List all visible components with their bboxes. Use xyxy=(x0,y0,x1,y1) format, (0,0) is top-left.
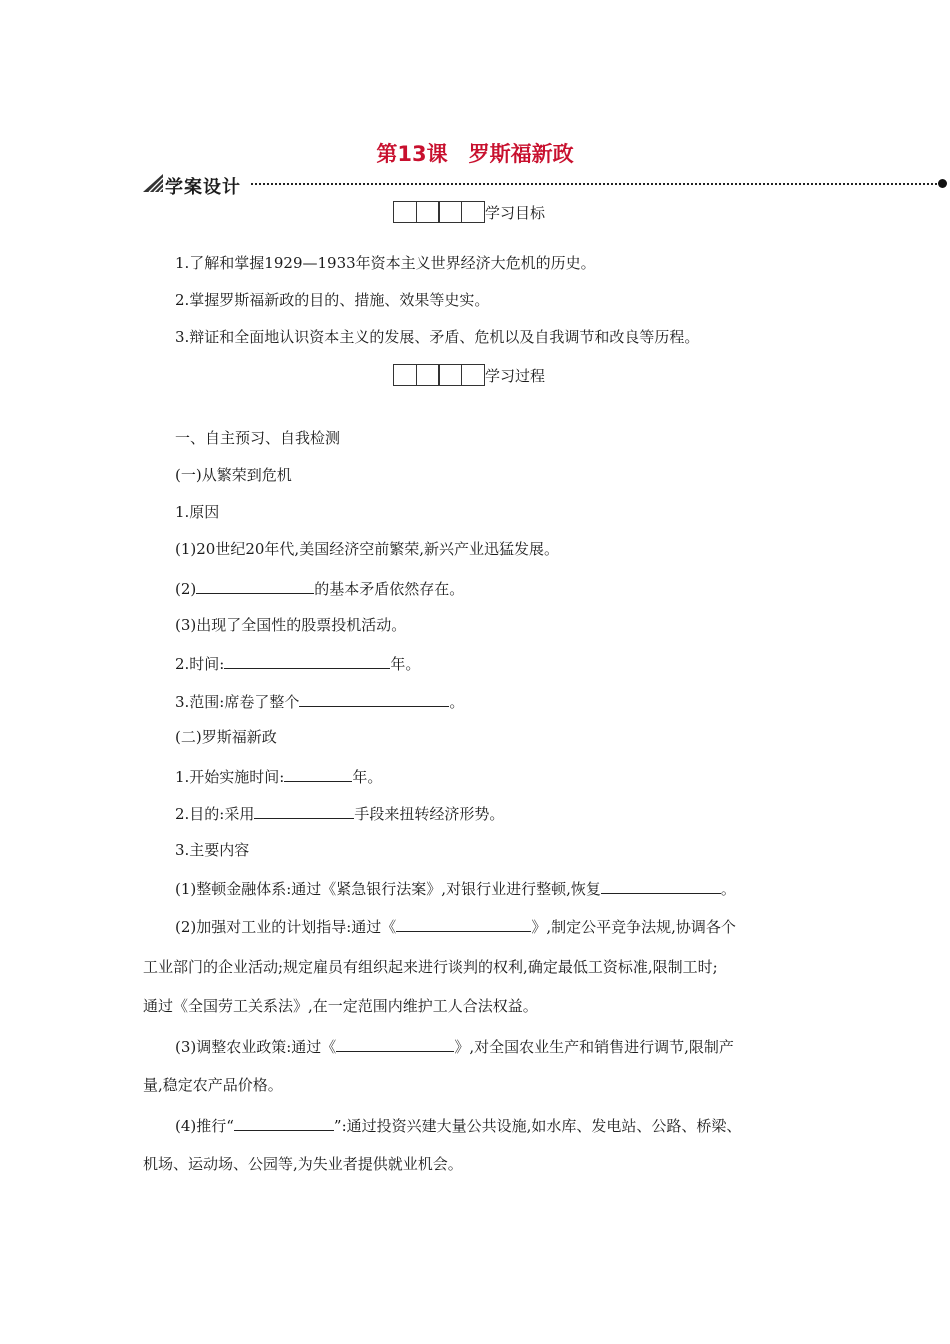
lesson-title: 第13课 罗斯福新政 xyxy=(376,142,574,166)
section-label: 学习过程 xyxy=(485,367,546,385)
sub-heading: (一)从繁荣到危机 xyxy=(175,466,292,484)
section-banner xyxy=(143,173,948,198)
content-continuation: 工业部门的企业活动;规定雇员有组织起来进行谈判的权利,确定最低工资标准,限制工时; xyxy=(143,958,718,976)
text: 的基本矛盾依然存在。 xyxy=(314,580,465,598)
time-item xyxy=(175,652,420,674)
sub-heading: (二)罗斯福新政 xyxy=(175,728,277,746)
text: ”:通过投资兴建大量公共设施,如水库、发电站、公路、桥梁、 xyxy=(333,1117,742,1135)
text: (2) xyxy=(175,580,197,598)
fill-blank[interactable] xyxy=(224,652,390,669)
fill-blank[interactable] xyxy=(196,577,314,594)
text: 手段来扭转经济形势。 xyxy=(354,805,505,823)
cause-item xyxy=(175,577,464,599)
heading-boxes xyxy=(393,201,483,223)
content-continuation: 量,稳定农产品价格。 xyxy=(143,1076,283,1094)
part-heading: 一、自主预习、自我检测 xyxy=(175,429,341,447)
objective-item: 1.了解和掌握1929—1933年资本主义世界经济大危机的历史。 xyxy=(175,254,596,272)
content-item xyxy=(175,877,736,899)
text: 》,制定公平竞争法规,协调各个 xyxy=(531,918,736,936)
fill-blank[interactable] xyxy=(234,1114,334,1131)
text: (1)整顿金融体系:通过《紧急银行法案》,对银行业进行整顿,恢复 xyxy=(175,880,601,898)
section-heading-objectives xyxy=(393,201,545,223)
content-continuation: 通过《全国劳工关系法》,在一定范围内维护工人合法权益。 xyxy=(143,997,538,1015)
heading-boxes xyxy=(393,364,483,386)
item-heading: 1.原因 xyxy=(175,503,220,521)
scope-item xyxy=(175,690,464,712)
objective-item: 2.掌握罗斯福新政的目的、措施、效果等史实。 xyxy=(175,291,490,309)
fill-blank[interactable] xyxy=(284,765,352,782)
content-item xyxy=(175,915,736,937)
text: 年。 xyxy=(390,655,421,673)
fill-blank[interactable] xyxy=(254,802,354,819)
content-continuation: 机场、运动场、公园等,为失业者提供就业机会。 xyxy=(143,1155,463,1173)
text: 2.时间: xyxy=(175,655,225,673)
text: 》,对全国农业生产和销售进行调节,限制产 xyxy=(454,1038,734,1056)
cause-item: (1)20世纪20年代,美国经济空前繁荣,新兴产业迅猛发展。 xyxy=(175,540,559,558)
fill-blank[interactable] xyxy=(336,1035,454,1052)
banner-label: 学案设计 xyxy=(165,177,241,198)
fill-blank[interactable] xyxy=(601,877,721,894)
text: 。 xyxy=(449,693,465,711)
text: (4)推行“ xyxy=(175,1117,234,1135)
banner-end-dot xyxy=(938,179,947,188)
objective-item: 3.辩证和全面地认识资本主义的发展、矛盾、危机以及自我调节和改良等历程。 xyxy=(175,328,700,346)
cause-item: (3)出现了全国性的股票投机活动。 xyxy=(175,616,407,634)
section-heading-process xyxy=(393,364,545,386)
fill-blank[interactable] xyxy=(396,915,531,932)
text: 。 xyxy=(720,880,736,898)
content-item xyxy=(175,1035,734,1057)
text: 2.目的:采用 xyxy=(175,805,255,823)
text: 3.范围:席卷了整个 xyxy=(175,693,300,711)
triangle-stripes-icon xyxy=(143,174,163,192)
text: 年。 xyxy=(352,768,383,786)
section-label: 学习目标 xyxy=(485,204,546,222)
text: (3)调整农业政策:通过《 xyxy=(175,1038,337,1056)
text: (2)加强对工业的计划指导:通过《 xyxy=(175,918,397,936)
item-heading: 3.主要内容 xyxy=(175,841,250,859)
text: 1.开始实施时间: xyxy=(175,768,285,786)
content-item xyxy=(175,1114,741,1136)
fill-blank[interactable] xyxy=(299,690,449,707)
aim-item xyxy=(175,802,504,824)
start-item xyxy=(175,765,382,787)
banner-dotted-line xyxy=(251,183,941,185)
